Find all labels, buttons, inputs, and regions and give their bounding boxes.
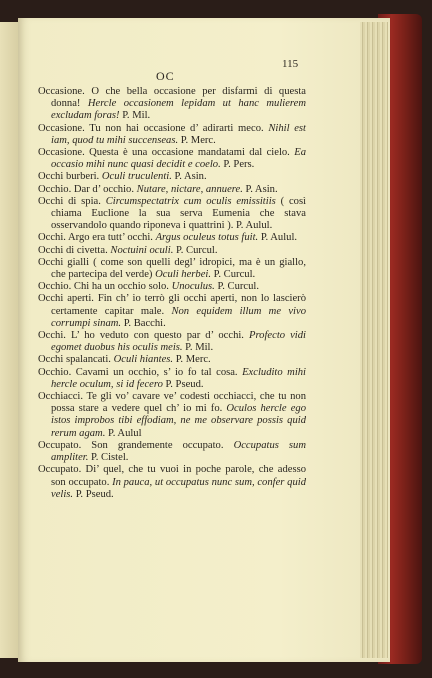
entry-source: P. Merc. — [178, 134, 216, 146]
entry-italian: Occhi gialli ( come son quelli degl’ idropici, ma è un giallo, che partecipa del verde) — [38, 256, 306, 281]
dictionary-entry — [38, 330, 306, 354]
entry-source: P. Mil. — [182, 342, 214, 354]
entry-source: P. Pers. — [220, 159, 255, 171]
entry-source: P. Cistel. — [88, 452, 129, 464]
dictionary-entry — [38, 293, 306, 330]
entry-italian: Occhi. L’ ho veduto con questo par d’ occhi. — [38, 330, 249, 342]
entry-latin: Oculi truculenti. — [101, 171, 172, 183]
dictionary-entry — [38, 147, 306, 171]
entry-italian: Occhio. Chi ha un occhio solo. — [38, 281, 172, 293]
entry-source: P. Aulul — [105, 427, 142, 439]
dictionary-entry — [38, 354, 306, 366]
entry-italian: Occhio. Cavami un occhio, s’ io fo tal cosa. — [38, 366, 243, 378]
page-text — [38, 58, 306, 501]
entry-italian: Occasione. Tu non hai occasione d’ adirarti meco. — [38, 122, 269, 134]
dictionary-entries — [38, 86, 306, 501]
dictionary-entry — [38, 86, 306, 123]
entry-latin: Profecto vidi egomet duobus his oculis meis. — [51, 330, 306, 354]
dictionary-entry — [38, 171, 306, 183]
entry-latin: Occupatus sum ampliter. — [51, 439, 306, 464]
entry-latin: Noctuini oculi. — [110, 244, 174, 256]
entry-source: P. Asin. — [242, 183, 278, 195]
entry-source: P. Aulul. — [258, 232, 298, 244]
entry-italian: Occhi burberi. — [38, 171, 102, 183]
entry-latin: Nihil est iam, quod tu mihi succenseas. — [51, 122, 306, 146]
entry-latin: Non equidem illum me vivo corrumpi sinam. — [51, 305, 306, 329]
dictionary-entry — [38, 245, 306, 257]
entry-latin: Oculi herbei. — [155, 269, 212, 281]
entry-italian: Occasione. O che bella occasione per disfarmi di questa donna! — [38, 86, 306, 110]
entry-source: P. Mil. — [119, 110, 151, 122]
entry-latin: Oculos hercle ego istos improbos tibi effodiam, ne me observare possis quid rerum agam. — [51, 403, 306, 439]
entry-italian: Occasione. Questa è una occasione mandatami dal cielo. — [38, 147, 295, 159]
entry-italian: Occhi di civetta. — [38, 244, 111, 256]
page-stack-edges — [360, 22, 388, 658]
dictionary-entry — [38, 464, 306, 501]
entry-latin: Unoculus. — [171, 281, 215, 293]
entry-italian: Occupato. Son grandemente occupato. — [38, 439, 234, 451]
entry-italian: Occhi. Argo era tutt’ occhi. — [38, 232, 156, 244]
entry-source: P. Curcul. — [214, 281, 259, 293]
entry-source: P. Pseud. — [73, 488, 114, 500]
entry-source: P. Bacchi. — [121, 317, 166, 329]
running-head: OC — [156, 69, 175, 83]
page-header — [38, 58, 306, 86]
dictionary-entry — [38, 281, 306, 293]
entry-source: P. Merc. — [173, 354, 211, 366]
entry-latin: Oculi hiantes. — [113, 354, 174, 366]
entry-source: P. Asin. — [171, 171, 207, 183]
entry-latin: Argus oculeus totus fuit. — [155, 232, 259, 244]
dictionary-entry — [38, 391, 306, 440]
entry-italian: Occhiacci. Te gli vo’ cavare ve’ codesti occhiacci, che tu non possa stare a vedere quel ch’ io mi fo. — [38, 391, 306, 415]
entry-latin: Excludito mihi hercle oculum, si id fecero — [51, 366, 306, 390]
entry-italian: Occhi aperti. Fin ch’ io terrò gli occhi aperti, non lo lascierò certamente capitar male. — [38, 293, 306, 317]
dictionary-entry — [38, 123, 306, 147]
entry-source: P. Curcul. — [173, 244, 218, 256]
entry-italian: Occhio. Dar d’ occhio. — [38, 183, 137, 195]
entry-italian: Occhi spalancati. — [38, 354, 114, 366]
entry-latin: Ea occasio mihi nunc quasi decidit e coelo. — [51, 147, 306, 171]
entry-source: P. Curcul. — [211, 269, 256, 281]
entry-italian: Occupato. Di’ quel, che tu vuoi in poche parole, che adesso son occupato. — [38, 464, 306, 488]
dictionary-entry — [38, 440, 306, 464]
entry-latin: Circumspectatrix cum oculis emissitiis — [105, 195, 276, 207]
dictionary-entry — [38, 232, 306, 244]
entry-latin: In pauca, ut occupatus nunc sum, confer quid velis. — [51, 476, 306, 500]
dictionary-entry — [38, 367, 306, 391]
facing-page-edge — [0, 22, 19, 658]
entry-latin: Hercle occasionem lepidam ut hanc mulierem excludam foras! — [51, 98, 306, 122]
page-number: 115 — [282, 58, 299, 70]
entry-latin: Nutare, nictare, annuere. — [136, 183, 243, 195]
dictionary-entry — [38, 196, 306, 233]
dictionary-entry — [38, 184, 306, 196]
entry-source: ( così chiama Euclione la sua serva Eumenia che stava osservandolo quando riponeva i quattrini ). P. Aulul. — [51, 195, 307, 232]
entry-source: P. Pseud. — [162, 378, 204, 390]
entry-italian: Occhi di spia. — [38, 195, 106, 207]
dictionary-entry — [38, 257, 306, 281]
